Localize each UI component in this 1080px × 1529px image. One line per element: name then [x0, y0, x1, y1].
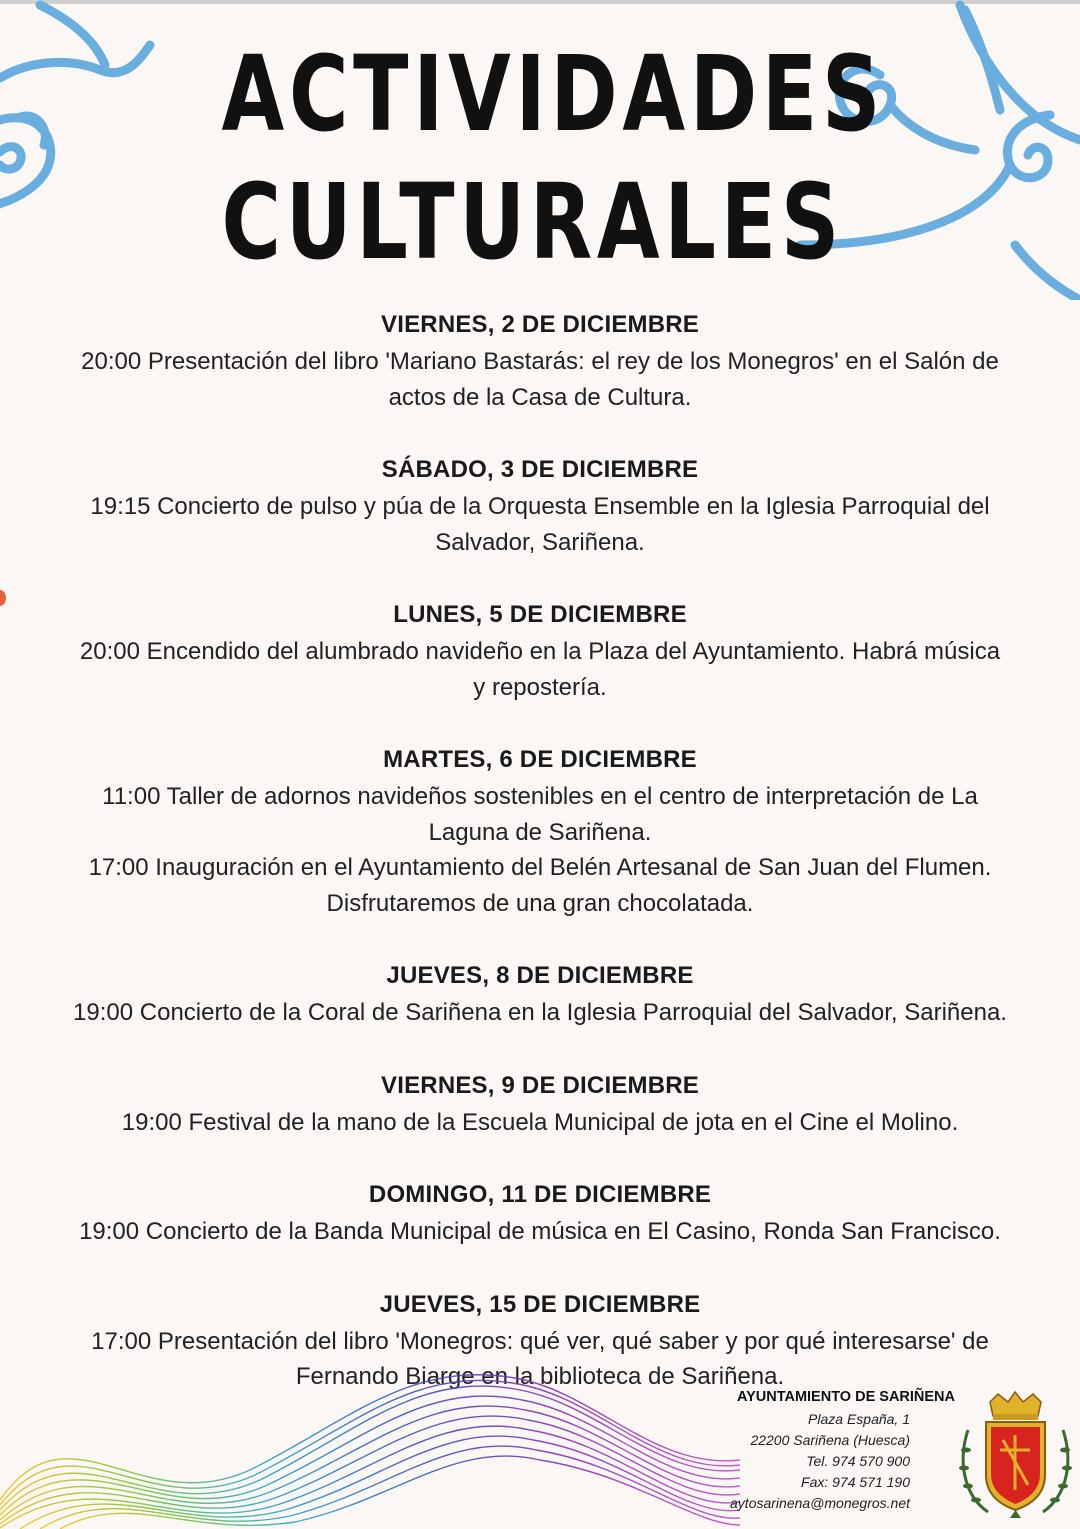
event-date: VIERNES, 2 DE DICIEMBRE [381, 311, 699, 338]
event-item [40, 451, 1040, 560]
event-text: 19:15 Concierto de pulso y púa de la Orquesta Ensemble en la Iglesia Parroquial del [90, 493, 990, 520]
event-text: Laguna de Sariñena. [428, 818, 652, 846]
event-text: 19:00 Festival de la mano de la Escuela Municipal de jota en el Cine el Molino. [121, 1108, 959, 1136]
event-text: Fernando Biarge en la biblioteca de Sariñena. [295, 1363, 785, 1390]
left-swirl-decoration [0, 0, 160, 220]
event-date: MARTES, 6 DE DICIEMBRE [383, 746, 697, 773]
event-text: 17:00 Presentación del libro 'Monegros: qué ver, qué saber y por qué interesarse' de [91, 1327, 989, 1355]
edge-ornament [0, 590, 6, 606]
title-line-2: CULTURALES [221, 161, 844, 283]
event-item [40, 1176, 1040, 1250]
poster-title [221, 30, 886, 286]
fax: Fax: 974 571 190 [801, 1474, 910, 1490]
email-link[interactable]: aytosarinena@monegros.net [730, 1495, 910, 1511]
rainbow-wave-decoration [0, 1360, 740, 1529]
event-item [40, 306, 1040, 415]
event-date: SÁBADO, 3 DE DICIEMBRE [381, 456, 699, 483]
events-list [40, 306, 1040, 1431]
event-text: Disfrutaremos de una gran chocolatada. [326, 889, 754, 917]
event-date: VIERNES, 9 DE DICIEMBRE [381, 1071, 699, 1099]
event-item [40, 957, 1040, 1031]
event-item [40, 741, 1040, 921]
event-text: 20:00 Presentación del libro 'Mariano Bastarás: el rey de los Monegros' en el Salón de [81, 348, 999, 375]
phone: Tel. 974 570 900 [806, 1453, 910, 1469]
coat-of-arms-icon [958, 1390, 1073, 1520]
event-text: actos de la Casa de Cultura. [388, 383, 692, 411]
event-item [40, 1067, 1040, 1141]
organization-name: AYUNTAMIENTO DE SARIÑENA [736, 1389, 955, 1405]
event-text: 19:00 Concierto de la Coral de Sariñena en la Iglesia Parroquial del Salvador, Sariñena. [73, 999, 1007, 1026]
event-text: 20:00 Encendido del alumbrado navideño en la Plaza del Ayuntamiento. Habrá música [79, 638, 1001, 665]
event-item [40, 596, 1040, 705]
event-text: 19:00 Concierto de la Banda Municipal de música en El Casino, Ronda San Francisco. [79, 1218, 1001, 1245]
address: Plaza España, 1 [808, 1411, 910, 1427]
city: 22200 Sariñena (Huesca) [750, 1432, 910, 1448]
event-date: JUEVES, 15 DE DICIEMBRE [379, 1290, 701, 1318]
event-text: Salvador, Sariñena. [435, 528, 645, 556]
event-text: y repostería. [473, 673, 607, 701]
event-text: 17:00 Inauguración en el Ayuntamiento del Belén Artesanal de San Juan del Flumen. [88, 854, 992, 881]
title-line-1: ACTIVIDADES [221, 33, 886, 155]
footer-contact [700, 1385, 955, 1514]
event-text: 11:00 Taller de adornos navideños sostenibles en el centro de interpretación de La [102, 783, 978, 810]
event-date: DOMINGO, 11 DE DICIEMBRE [368, 1181, 712, 1208]
event-date: LUNES, 5 DE DICIEMBRE [393, 601, 687, 628]
event-date: JUEVES, 8 DE DICIEMBRE [386, 962, 694, 989]
